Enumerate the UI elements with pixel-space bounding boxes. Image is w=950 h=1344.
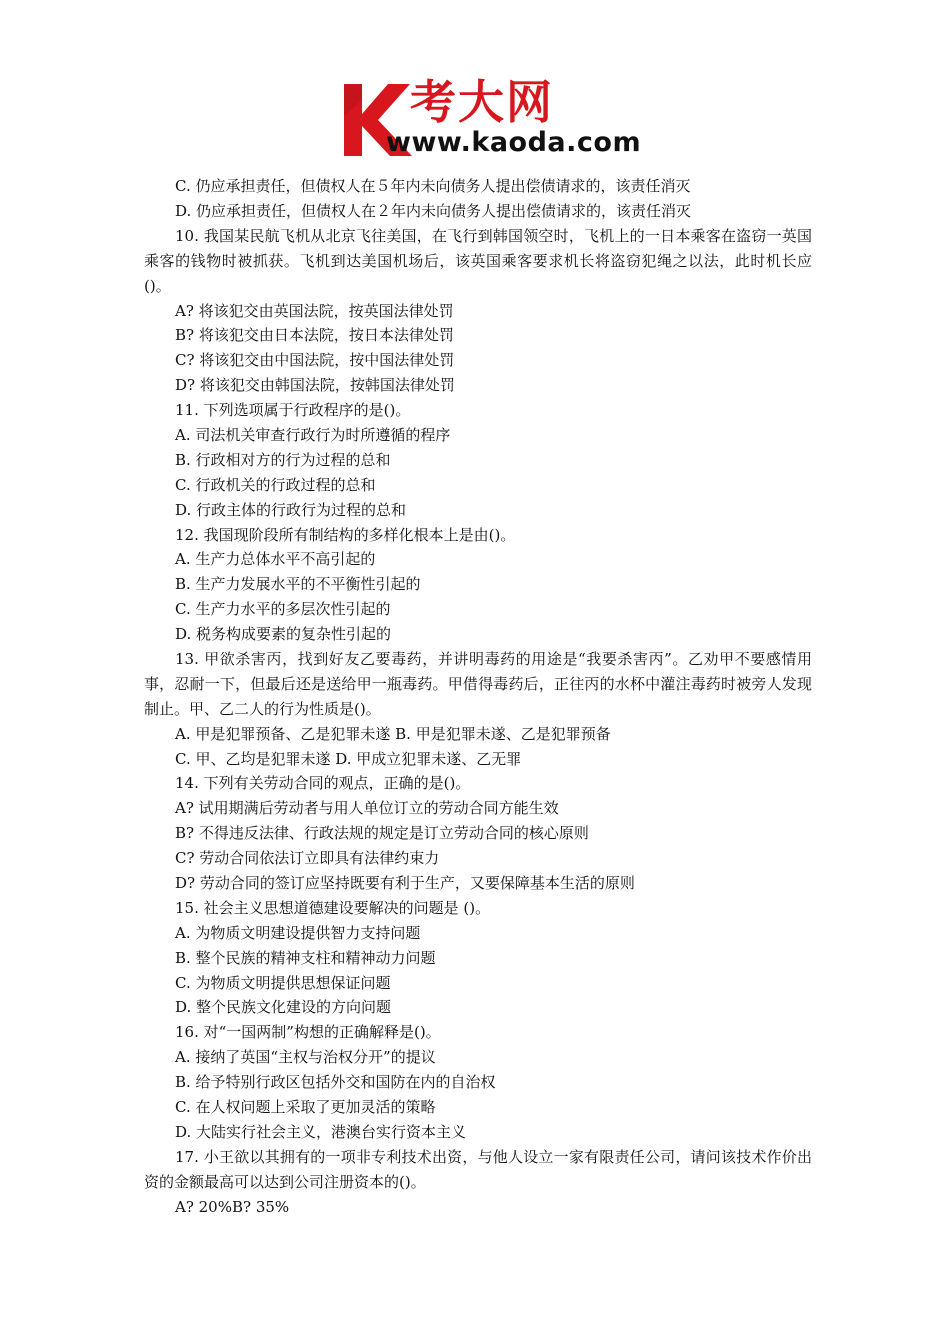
option-line: A. 为物质文明建设提供智力支持问题 [175,923,421,942]
option-line: A? 试用期满后劳动者与用人单位订立的劳动合同方能生效 [175,799,559,818]
option-line: B? 不得违反法律、行政法规的规定是订立劳动合同的核心原则 [175,824,589,843]
option-line: D? 将该犯交由韩国法院，按韩国法律处罚 [175,376,455,395]
option-line: D. 税务构成要素的复杂性引起的 [175,625,392,644]
option-line: C. 在人权问题上采取了更加灵活的策略 [175,1098,436,1117]
question-10: 10. 我国某民航飞机从北京飞往美国，在飞行到韩国领空时，飞机上的一日本乘客在盗窃一英国乘客的钱物时被抓获。飞机到达美国机场后，该英国乘客要求机长将盗窃犯绳之以法，此时机长应()。 [144,226,812,295]
option-line: B. 生产力发展水平的不平衡性引起的 [175,575,421,594]
option-line: A. 生产力总体水平不高引起的 [175,550,376,569]
option-line: A. 接纳了英国“主权与治权分开”的提议 [175,1048,436,1067]
logo-title: 考大网 [410,75,554,129]
option-line: C. 生产力水平的多层次性引起的 [175,600,391,619]
question-16: 16. 对“一国两制”构想的正确解释是()。 [175,1023,441,1042]
option-line: D. 整个民族文化建设的方向问题 [175,998,392,1017]
option-line: A. 甲是犯罪预备、乙是犯罪未遂 B. 甲是犯罪未遂、乙是犯罪预备 [175,724,611,743]
logo-url: www.kaoda.com [386,127,642,158]
question-12: 12. 我国现阶段所有制结构的多样化根本上是由()。 [175,525,516,544]
option-line: B. 给予特别行政区包括外交和国防在内的自治权 [175,1073,496,1092]
option-line: B? 将该犯交由日本法院，按日本法律处罚 [175,326,454,345]
question-11: 11. 下列选项属于行政程序的是()。 [175,401,411,420]
option-line: A? 20%B? 35% [175,1197,290,1216]
question-14: 14. 下列有关劳动合同的观点，正确的是()。 [175,774,471,793]
option-line: A. 司法机关审查行政行为时所遵循的程序 [175,425,451,444]
question-15: 15. 社会主义思想道德建设要解决的问题是 ()。 [175,898,491,917]
option-line: C. 为物质文明提供思想保证问题 [175,973,391,992]
option-line: D. 行政主体的行政行为过程的总和 [175,500,407,519]
option-line: B. 行政相对方的行为过程的总和 [175,450,391,469]
option-line: C? 劳动合同依法订立即具有法律约束力 [175,849,440,868]
option-line: C. 行政机关的行政过程的总和 [175,475,376,494]
document-body [144,174,812,1220]
option-line: D. 仍应承担责任，但债权人在２年内未向债务人提出偿债请求的，该责任消灭 [175,201,692,220]
option-line: D? 劳动合同的签订应坚持既要有利于生产，又要保障基本生活的原则 [175,874,635,893]
option-line: D. 大陆实行社会主义，港澳台实行资本主义 [175,1122,467,1141]
option-line: A? 将该犯交由英国法院，按英国法律处罚 [175,301,454,320]
question-13: 13. 甲欲杀害丙，找到好友乙要毒药，并讲明毒药的用途是“我要杀害丙”。乙劝甲不要感情用事，忍耐一下，但最后还是送给甲一瓶毒药。甲借得毒药后，正往丙的水杯中灌注毒药时被旁人发现制止。甲、乙二人的行为性质是()。 [144,649,812,718]
option-line: C. 甲、乙均是犯罪未遂 D. 甲成立犯罪未遂、乙无罪 [175,749,522,768]
site-logo [338,74,658,160]
question-17: 17. 小王欲以其拥有的一项非专利技术出资，与他人设立一家有限责任公司，请问该技术作价出资的金额最高可以达到公司注册资本的()。 [144,1147,812,1191]
option-line: C. 仍应承担责任，但债权人在５年内未向债务人提出偿债请求的，该责任消灭 [175,177,691,195]
option-line: C? 将该犯交由中国法院，按中国法律处罚 [175,351,455,370]
option-line: B. 整个民族的精神支柱和精神动力问题 [175,948,436,967]
